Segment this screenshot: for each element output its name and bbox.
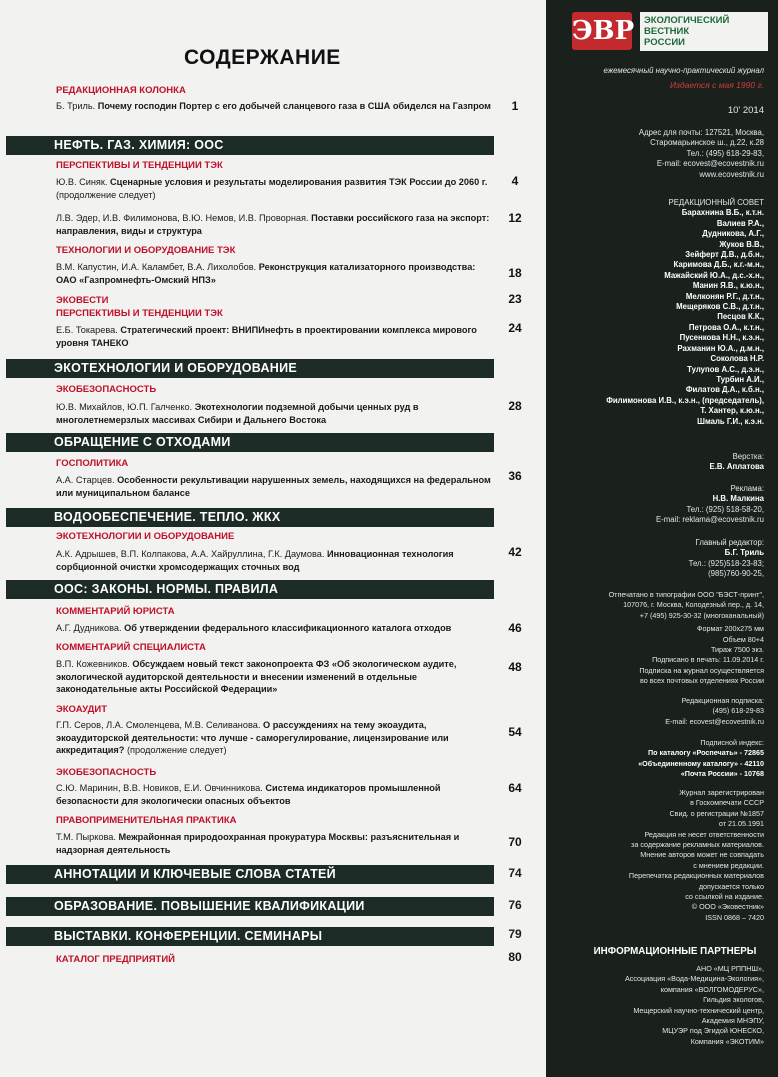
page-number: 18 (508, 266, 522, 280)
page-number: 42 (508, 545, 522, 559)
rubric-label: ПРАВОПРИМЕНИТЕЛЬНАЯ ПРАКТИКА (56, 815, 237, 826)
page-number: 48 (508, 660, 522, 674)
journal-name: ЭКОЛОГИЧЕСКИЙ ВЕСТНИК РОССИИ (640, 12, 768, 51)
issue-number: 10' 2014 (727, 105, 764, 116)
section-bar: ВОДООБЕСПЕЧЕНИЕ. ТЕПЛО. ЖКХ (6, 508, 494, 527)
toc-entry[interactable]: А.К. Адрышев, В.П. Колпакова, А.А. Хайруллина, Г.К. Даумова. Инновационная технология сорбционной очистки хромсодержащих сточных вод (56, 549, 454, 572)
page-number: 28 (508, 399, 522, 413)
section-bar: ВЫСТАВКИ. КОНФЕРЕНЦИИ. СЕМИНАРЫ (6, 927, 494, 946)
page-number: 12 (508, 211, 522, 225)
print-info: Отпечатано в типографии ООО "БЭСТ-принт", 107076, г. Москва, Колодезный пер., д. 14, +7 (495) 925-30-32 (многоканальный) Формат 200х275 мм Объем 80+4 Тираж 7500 экз. Подписано в печать: 11.09.2014 г. Подписка на журнал осуществляется во всех почтовых отделениях России (608, 590, 764, 686)
journal-logo: ЭВР (572, 12, 632, 50)
toc-entry[interactable]: Б. Триль. Почему господин Портер с его добычей сланцевого газа в США обиделся на Газпром (56, 101, 491, 111)
rubric-label: ЭКОБЕЗОПАСНОСТЬ (56, 384, 157, 395)
page-number: 74 (508, 866, 522, 880)
toc-entry[interactable]: С.Ю. Маринин, В.В. Новиков, Е.И. Овчинникова. Система индикаторов промышленной безопасности для экологически опасных объектов (56, 783, 441, 806)
ads-credit: Реклама: Н.В. Малкина Тел.: (925) 518-58-20, E-mail: reklama@ecovestnik.ru (655, 484, 764, 525)
page-number: 4 (511, 174, 519, 188)
toc-entry[interactable]: Ю.В. Михайлов, Ю.П. Галченко. Экотехнологии подземной добычи ценных руд в многолетнемерзлых массивах Сибири и Дальнего Востока (56, 402, 419, 425)
rubric-label: КОММЕНТАРИЙ СПЕЦИАЛИСТА (56, 642, 206, 653)
page-number: 70 (508, 835, 522, 849)
rubric-label: РЕДАКЦИОННАЯ КОЛОНКА (56, 85, 186, 96)
rubric-label: ПЕРСПЕКТИВЫ И ТЕНДЕНЦИИ ТЭК (56, 160, 223, 171)
section-bar: ОБРАЗОВАНИЕ. ПОВЫШЕНИЕ КВАЛИФИКАЦИИ (6, 897, 494, 916)
page-number: 24 (508, 321, 522, 335)
toc-entry[interactable]: Г.П. Серов, Л.А. Смоленцева, М.В. Селиванова. О рассуждениях на тему экоаудита, экоаудиторской деятельности: что лучше - саморегулирование, лицензирование или аккредитация? (продолжение следует) (56, 720, 449, 756)
rubric-label: ЭКОТЕХНОЛОГИИ И ОБОРУДОВАНИЕ (56, 531, 235, 542)
toc-entry[interactable]: В.М. Капустин, И.А. Каламбет, В.А. Лихолобов. Реконструкция катализаторного производства: ОАО «Газпромнефть-Омский НПЗ» (56, 262, 476, 285)
toc-entry[interactable]: А.А. Старцев. Особенности рекультивации нарушенных земель, находящихся на федеральном или муниципальном балансе (56, 475, 491, 498)
address-block: Адрес для почты: 127521, Москва, Старомарьинское ш., д.22, к.28 Тел.: (495) 618-29-83, E-mail: ecovest@ecovestnik.ru www.ecovestnik.ru (638, 128, 764, 179)
partners-list: АНО «МЦ РППНШ», Ассоциация «Вода-Медицина-Экология», компания «ВОЛГОМОДЕРУС», Гильдия экологов, Мещерский научно-технический центр, Академия МНЭПУ, МЦУЭР под Эгидой ЮНЕСКО, Компания «ЭКОТИМ» (624, 964, 764, 1046)
subscription-info: Редакционная подписка: (495) 618-29-83 E-mail: ecovest@ecovestnik.ru (665, 696, 764, 726)
rubric-label: ТЕХНОЛОГИИ И ОБОРУДОВАНИЕ ТЭК (56, 245, 236, 256)
page-number: 46 (508, 621, 522, 635)
page-title: СОДЕРЖАНИЕ (184, 46, 341, 69)
toc-entry[interactable]: В.П. Кожевников. Обсуждаем новый текст законопроекта ФЗ «Об экологическом аудите, экологической аудиторской деятельности и внесении изменений в отдельные законодательные акты Российской Федерации» (56, 659, 457, 695)
rubric-label: КАТАЛОГ ПРЕДПРИЯТИЙ (56, 954, 175, 965)
section-bar: ОБРАЩЕНИЕ С ОТХОДАМИ (6, 433, 494, 452)
rubric-label: ПЕРСПЕКТИВЫ И ТЕНДЕНЦИИ ТЭК (56, 308, 223, 319)
toc-entry[interactable]: Л.В. Эдер, И.В. Филимонова, В.Ю. Немов, И.В. Проворная. Поставки российского газа на экспорт: направления, виды и структура (56, 213, 490, 236)
editor-credit: Главный редактор: Б.Г. Триль Тел.: (925)518-23-83; (985)760-90-25, (688, 538, 764, 579)
page-number: 64 (508, 781, 522, 795)
partners-title: ИНФОРМАЦИОННЫЕ ПАРТНЕРЫ (593, 946, 757, 957)
page-number: 54 (508, 725, 522, 739)
page-number: 36 (508, 469, 522, 483)
toc-entry[interactable]: Т.М. Пыркова. Межрайонная природоохранная прокуратура Москвы: разъяснительная и надзорная деятельность (56, 832, 460, 855)
since-line: Издается с мая 1990 г. (669, 80, 764, 90)
rubric-label: ГОСПОЛИТИКА (56, 458, 129, 469)
rubric-label: ЭКОАУДИТ (56, 704, 108, 715)
toc-entry[interactable]: А.Г. Дудникова. Об утверждении федерального классификационного каталога отходов (56, 623, 452, 633)
toc-entry[interactable]: Ю.В. Синяк. Сценарные условия и результаты моделирования развития ТЭК России до 2060 г. (продолжение следует) (56, 177, 488, 200)
page-number: 76 (508, 898, 522, 912)
section-bar: НЕФТЬ. ГАЗ. ХИМИЯ: ООС (6, 136, 494, 155)
subscription-index: Подписной индекс: По каталогу «Роспечать» - 72865 «Объединенному каталогу» - 42110 «Почта России» - 10768 (638, 738, 764, 779)
section-bar: АННОТАЦИИ И КЛЮЧЕВЫЕ СЛОВА СТАТЕЙ (6, 865, 494, 884)
page-number: 80 (508, 950, 522, 964)
editorial-council: РЕДАКЦИОННЫЙ СОВЕТ Барахнина В.Б., к.т.н. Валиев Р.А., Дудникова, А.Г., Жуков В.В., Зейферт Д.В., д.б.н., Каримова Д.Б., к.г.-м.н., Мажайский Ю.А., д.с.-х.н., Манин Я.В., к.ю.н., Мелконян Р.Г., д.т.н., Мещеряков С.В., д.т.н., Песцов К.К., Петрова О.А., к.т.н., Пусенкова Н.Н., к.э.н., Рахманин Ю.А., д.м.н., Соколова Н.Р. Тулупов А.С., д.э.н., Турбин А.И., Филатов Д.А., к.б.н., Филимонова И.В., к.э.н., (председатель), Т. Хантер, к.ю.н., Шмаль Г.И., к.э.н. (606, 198, 764, 426)
layout-credit: Верстка: Е.В. Аплатова (709, 452, 764, 472)
page-number: 79 (508, 927, 522, 941)
legal-info: Журнал зарегистрирован в Госкомпечати СССР Свид. о регистрации №1857 от 21.05.1991 Редакция не несет ответственности за содержание рекламных материалов. Мнение авторов может не совпадать с мнением редакции. Перепечатка редакционных материалов допускается только со ссылкой на издание. © ООО «Эковестник» ISSN 0868 – 7420 (628, 788, 764, 922)
toc-entry[interactable]: Е.Б. Токарева. Стратегический проект: ВНИПИнефть в проектировании комплекса мирового уровня ТАНЕКО (56, 325, 477, 348)
rubric-label: КОММЕНТАРИЙ ЮРИСТА (56, 606, 175, 617)
page-number: 1 (511, 99, 519, 113)
journal-subtitle: ежемесячный научно-практический журнал (603, 66, 764, 75)
section-bar: ООС: ЗАКОНЫ. НОРМЫ. ПРАВИЛА (6, 580, 494, 599)
rubric-label: ЭКОВЕСТИ (56, 295, 109, 306)
section-bar: ЭКОТЕХНОЛОГИИ И ОБОРУДОВАНИЕ (6, 359, 494, 378)
page-number: 23 (508, 292, 522, 306)
rubric-label: ЭКОБЕЗОПАСНОСТЬ (56, 767, 157, 778)
